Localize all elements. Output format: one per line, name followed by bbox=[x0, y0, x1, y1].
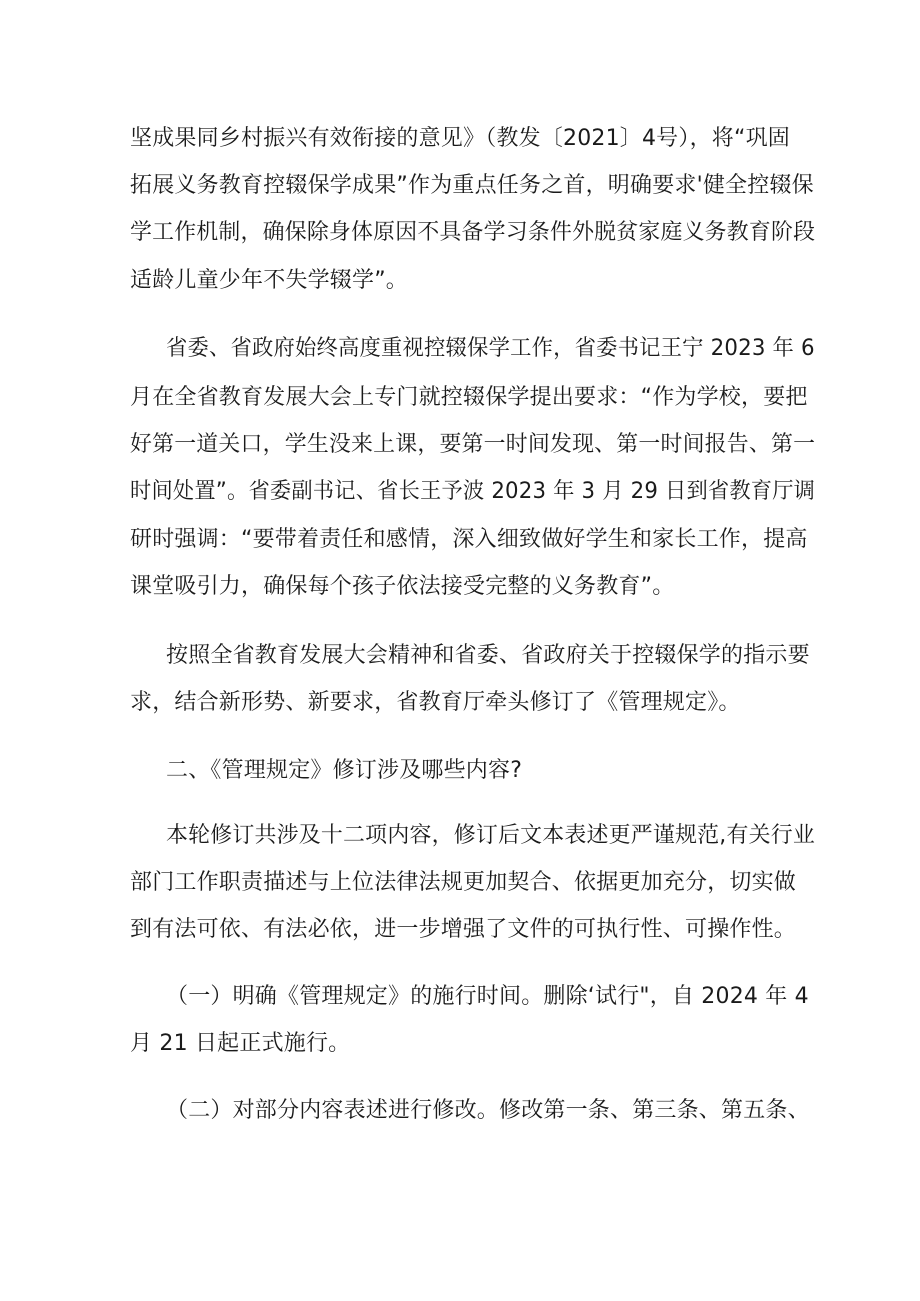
text-line: 月 21 日起正式施行。 bbox=[130, 1031, 351, 1056]
text-line: 部门工作职责描述与上位法律法规更加契合、依据更加充分，切实做 bbox=[130, 870, 797, 895]
text-line: 二、《管理规定》修订涉及哪些内容? bbox=[166, 758, 523, 783]
text-line: 省委、省政府始终高度重视控辍保学工作，省委书记王宁 2023 年 6 bbox=[166, 336, 815, 361]
text-line: 拓展义务教育控辍保学成果”作为重点任务之首，明确要求'健全控辍保 bbox=[130, 173, 814, 198]
text-line: 研时强调：“要带着责任和感情，深入细致做好学生和家长工作，提高 bbox=[130, 527, 808, 552]
text-line: 适龄儿童少年不失学辍学”。 bbox=[130, 268, 408, 293]
text-line: 坚成果同乡村振兴有效衔接的意见》（教发〔2021〕4号），将“巩固 bbox=[130, 126, 790, 151]
text-line: 按照全省教育发展大会精神和省委、省政府关于控辍保学的指示要 bbox=[166, 643, 810, 668]
text-line: 学工作机制，确保除身体原因不具备学习条件外脱贫家庭义务教育阶段 bbox=[130, 220, 816, 245]
text-line: 月在全省教育发展大会上专门就控辍保学提出要求：“作为学校，要把 bbox=[130, 385, 808, 410]
text-line: 到有法可依、有法必依，进一步增强了文件的可执行性、可操作性。 bbox=[130, 917, 797, 942]
text-line: 求，结合新形势、新要求，省教育厅牵头修订了《管理规定》。 bbox=[130, 690, 741, 715]
text-line: 好第一道关口，学生没来上课，要第一时间发现、第一时间报告、第一 bbox=[130, 432, 816, 457]
text-line: 本轮修订共涉及十二项内容，修订后文本表述更严谨规范,有关行业 bbox=[166, 823, 815, 848]
text-line: （一）明确《管理规定》的施行时间。删除‘试行"，自 2024 年 4 bbox=[166, 984, 809, 1009]
text-line: 课堂吸引力，确保每个孩子依法接受完整的义务教育”。 bbox=[130, 574, 675, 599]
text-line: 时间处置”。省委副书记、省长王予波 2023 年 3 月 29 日到省教育厅调 bbox=[130, 479, 816, 504]
text-line: （二）对部分内容表述进行修改。修改第一条、第三条、第五条、 bbox=[166, 1098, 810, 1123]
